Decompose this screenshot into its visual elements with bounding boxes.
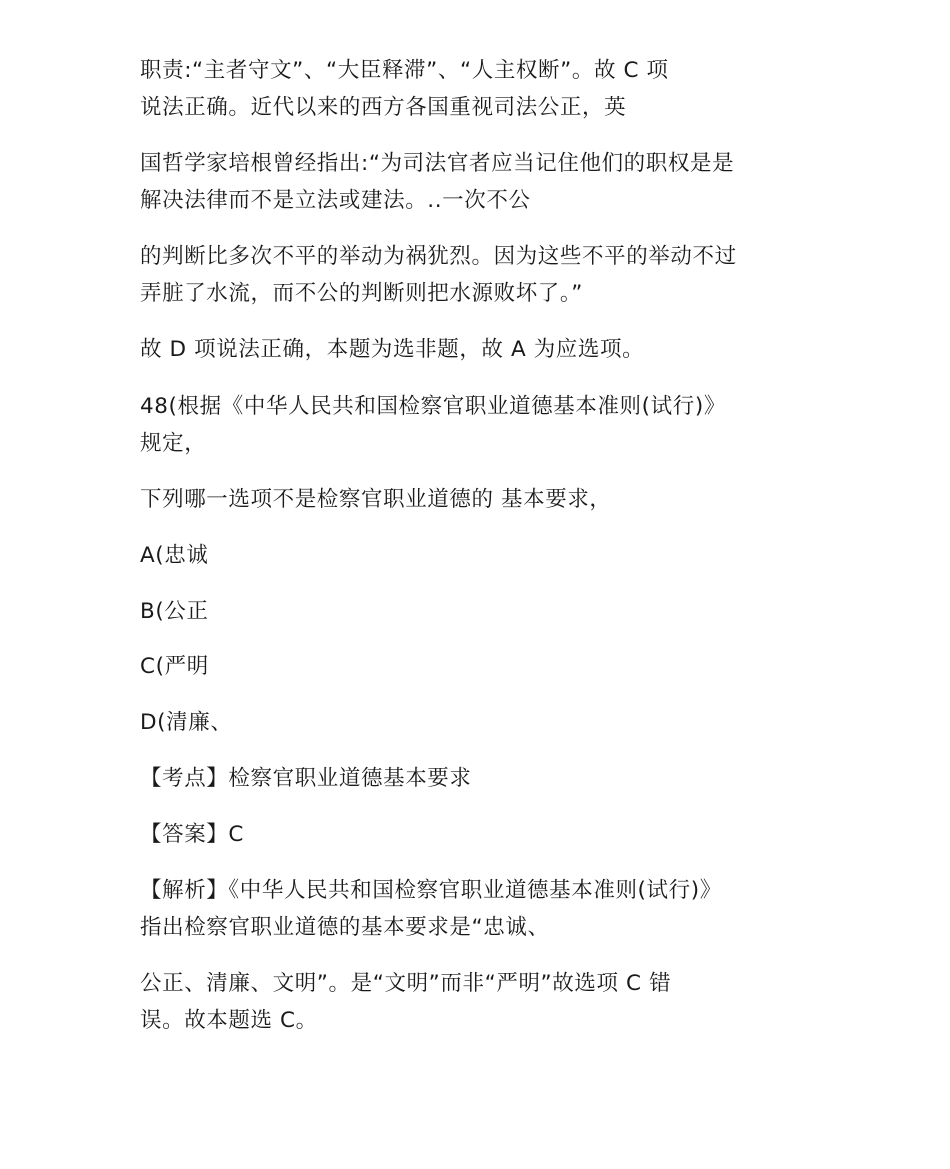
paragraph-line: 说法正确。近代以来的西方各国重视司法公正，英	[140, 95, 627, 120]
explanation-line: 指出检察官职业道德的基本要求是“忠诚、	[140, 915, 550, 940]
paragraph-line: 国哲学家培根曾经指出:“为司法官者应当记住他们的职权是是	[140, 151, 735, 176]
answer-line: 【答案】C	[140, 822, 245, 847]
question-stem-line: 下列哪一选项不是检察官职业道德的 基本要求，	[140, 487, 612, 512]
option-b: B(公正	[140, 599, 209, 624]
explanation-line: 公正、清廉、文明”。是“文明”而非“严明”故选项 C 错	[140, 971, 672, 996]
topic-line: 【考点】检察官职业道德基本要求	[140, 766, 472, 791]
option-c: C(严明	[140, 654, 209, 679]
question-stem-line: 规定，	[140, 431, 207, 456]
paragraph-line: 故 D 项说法正确，本题为选非题，故 A 为应选项。	[140, 337, 645, 362]
option-a: A(忠诚	[140, 543, 209, 568]
explanation-line: 误。故本题选 C。	[140, 1008, 318, 1033]
question-stem-line: 48(根据《中华人民共和国检察官职业道德基本准则(试行)》	[140, 394, 726, 419]
paragraph-line: 解决法律而不是立法或建法。..一次不公	[140, 188, 531, 213]
paragraph-line: 职责:“主者守文”、“大臣释滞”、“人主权断”。故 C 项	[140, 58, 669, 83]
paragraph-line: 的判断比多次不平的举动为祸犹烈。因为这些不平的举动不过	[140, 244, 737, 269]
option-d: D(清廉、	[140, 710, 233, 735]
paragraph-line: 弄脏了水流，而不公的判断则把水源败坏了。”	[140, 281, 583, 306]
explanation-line: 【解析】《中华人民共和国检察官职业道德基本准则(试行)》	[140, 878, 722, 903]
